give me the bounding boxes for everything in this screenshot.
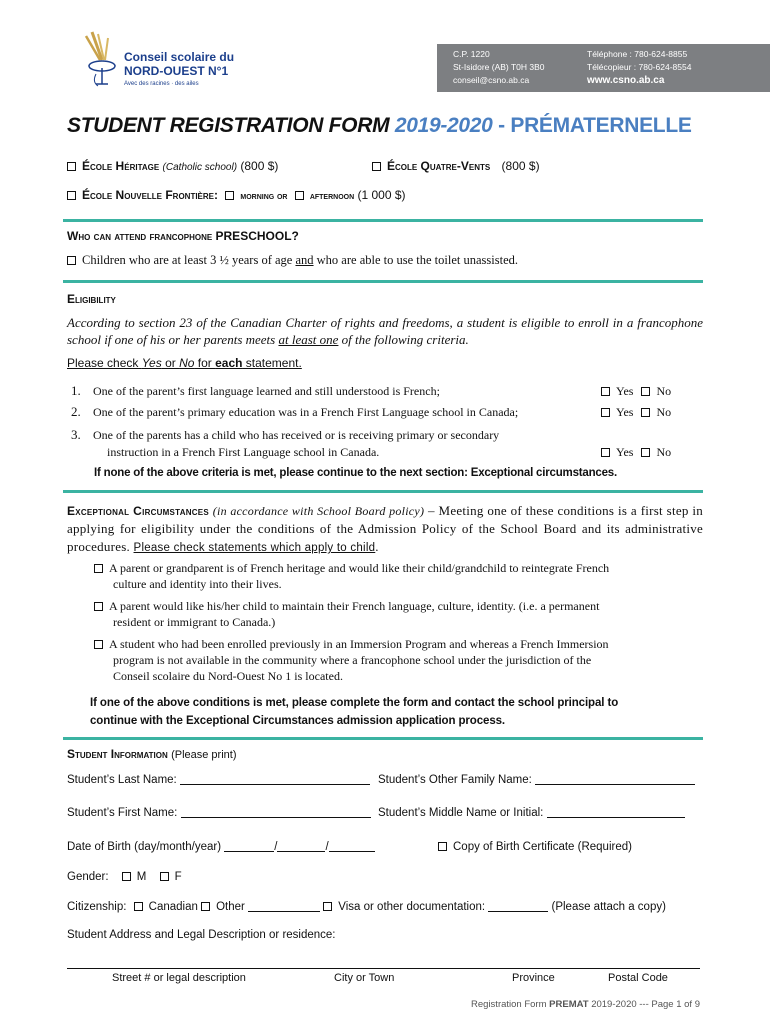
other-family-name-field[interactable]: Student’s Other Family Name:	[378, 774, 695, 786]
phone-block	[587, 48, 691, 87]
checkbox-morning[interactable]	[225, 191, 234, 200]
section-divider	[63, 490, 703, 493]
checkbox-yes[interactable]	[601, 408, 610, 417]
checkbox[interactable]	[94, 564, 103, 573]
fax-number: Télécopieur : 780-624-8554	[587, 62, 692, 72]
title-main: STUDENT REGISTRATION FORM	[67, 114, 390, 137]
address-col-province: Province	[512, 972, 555, 984]
address-line: C.P. 1220	[453, 49, 490, 59]
checkbox[interactable]	[67, 256, 76, 265]
address-col-city: City or Town	[334, 972, 395, 984]
citizenship-field: Citizenship: Canadian Other Visa or other documentation: (Please attach a copy)	[67, 901, 666, 913]
checkbox-other[interactable]	[201, 902, 210, 911]
criterion-number: 1.	[71, 383, 81, 398]
address-line: St-Isidore (AB) T0H 3B0	[453, 62, 545, 72]
exceptional-intro: Exceptional Circumstances (in accordance with School Board policy) – Meeting one of these conditions is a first step in applying for eligibility under the conditions of the Admission Policy of the School Board and its administrative procedures. Please check statements which apply to child.	[67, 503, 704, 554]
logo-line-2: NORD-OUEST N°1	[124, 64, 229, 78]
yes-no-row: Yes No	[601, 445, 671, 460]
exceptional-note: If one of the above conditions is met, please complete the form and contact the school principal to continue with the Exceptional Circumstances admission application process.	[90, 697, 619, 727]
address-block	[453, 48, 545, 87]
eligibility-instruction: Please check Yes or No for each statement.	[67, 356, 302, 370]
yes-no-row: Yes No	[601, 405, 671, 420]
checkbox-visa[interactable]	[323, 902, 332, 911]
eligibility-note: If none of the above criteria is met, please continue to the next section: Exceptional circumstances.	[94, 467, 618, 479]
checkbox-no[interactable]	[641, 387, 650, 396]
checkbox-no[interactable]	[641, 408, 650, 417]
exceptional-item[interactable]: A student who had been enrolled previously in an Immersion Program and whereas a French Immersion program is not available in the community where a francophone school under the jurisdiction of the Conseil scolaire du Nord-Ouest No 1 is located.	[94, 636, 609, 684]
checkbox-male[interactable]	[122, 872, 131, 881]
checkbox[interactable]	[67, 162, 76, 171]
address-col-street: Street # or legal description	[112, 972, 246, 984]
email-link[interactable]: conseil@csno.ab.ca	[453, 75, 530, 85]
page-title	[67, 114, 692, 138]
date-of-birth-field[interactable]: Date of Birth (day/month/year) / /	[67, 841, 375, 853]
yes-no-row: Yes No	[601, 384, 671, 399]
logo-tagline: Avec des racines · des ailes	[124, 81, 199, 87]
checkbox-no[interactable]	[641, 448, 650, 457]
section-divider	[63, 280, 703, 283]
website-link[interactable]: www.csno.ab.ca	[587, 75, 665, 86]
title-dash: -	[498, 114, 505, 137]
birth-certificate-option[interactable]: Copy of Birth Certificate (Required)	[438, 841, 632, 853]
student-info-heading: Student Information (Please print)	[67, 747, 237, 761]
checkbox[interactable]	[67, 191, 76, 200]
school-option-quatre-vents[interactable]: École Quatre-Vents (800 $)	[372, 159, 540, 173]
who-item[interactable]: Children who are at least 3 ½ years of age and who are able to use the toilet unassisted.	[67, 252, 518, 268]
address-label: Student Address and Legal Description or residence:	[67, 929, 336, 941]
last-name-field[interactable]: Student’s Last Name:	[67, 774, 370, 786]
criterion-text: One of the parents has a child who has received or is receiving primary or secondary	[93, 428, 500, 442]
checkbox-yes[interactable]	[601, 387, 610, 396]
checkbox-yes[interactable]	[601, 448, 610, 457]
first-name-field[interactable]: Student’s First Name:	[67, 807, 371, 819]
contact-band	[437, 44, 770, 92]
criterion-number: 2.	[71, 404, 81, 419]
title-program: PRÉMATERNELLE	[510, 114, 692, 137]
logo-mark-icon	[78, 30, 120, 90]
gender-field: Gender: M F	[67, 871, 182, 883]
section-divider	[63, 737, 703, 740]
exceptional-item[interactable]: A parent would like his/her child to maintain their French language, culture, identity. (i.e. a permanent resident or immigrant to Canada.)	[94, 598, 599, 630]
school-option-nouvelle-frontiere[interactable]: École Nouvelle Frontière: morning or afternoon (1 000 $)	[67, 188, 406, 202]
criterion-text: One of the parent’s primary education was in a French First Language school in Canada;	[93, 405, 519, 419]
address-line-field[interactable]	[67, 968, 700, 969]
checkbox-female[interactable]	[160, 872, 169, 881]
checkbox-afternoon[interactable]	[295, 191, 304, 200]
criterion-text: One of the parent’s first language learned and still understood is French;	[93, 384, 440, 398]
logo-line-1: Conseil scolaire du	[124, 50, 235, 64]
page-footer: Registration Form PREMAT 2019-2020 --- Page 1 of 9	[471, 999, 700, 1010]
checkbox[interactable]	[94, 602, 103, 611]
address-col-postal: Postal Code	[608, 972, 668, 984]
criterion-text: instruction in a French First Language school in Canada.	[107, 445, 380, 459]
checkbox[interactable]	[438, 842, 447, 851]
checkbox[interactable]	[372, 162, 381, 171]
eligibility-heading: Eligibility	[67, 292, 116, 306]
phone-number: Téléphone : 780-624-8855	[587, 49, 688, 59]
school-option-heritage[interactable]: École Héritage (Catholic school) (800 $)	[67, 159, 278, 173]
title-year: 2019-2020	[394, 114, 493, 137]
logo	[78, 30, 248, 96]
eligibility-intro: According to section 23 of the Canadian Charter of rights and freedoms, a student is eligible to enroll in a francophone school if one of his or her parents meets at least one of the following criteria.	[67, 315, 703, 347]
who-heading: Who can attend francophone PRESCHOOL?	[67, 229, 299, 243]
exceptional-item[interactable]: A parent or grandparent is of French heritage and would like their child/grandchild to reintegrate French culture and identity into their lives.	[94, 560, 609, 592]
checkbox-canadian[interactable]	[134, 902, 143, 911]
checkbox[interactable]	[94, 640, 103, 649]
section-divider	[63, 219, 703, 222]
middle-name-field[interactable]: Student’s Middle Name or Initial:	[378, 807, 685, 819]
criterion-number: 3.	[71, 427, 81, 442]
